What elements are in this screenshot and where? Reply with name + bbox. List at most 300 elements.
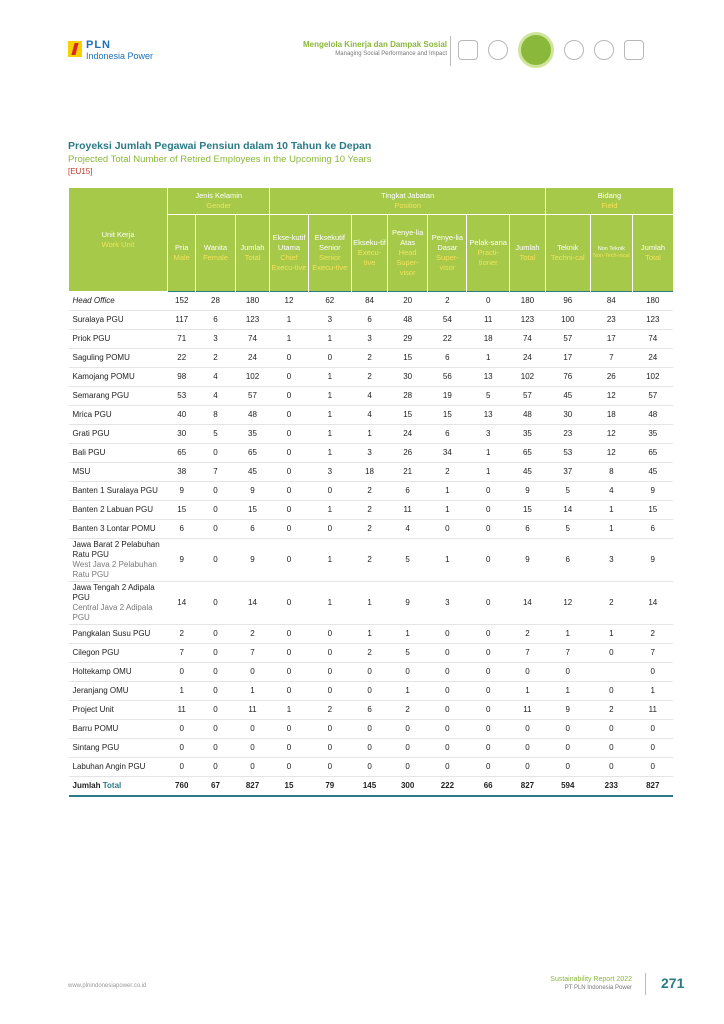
footer-company: PT PLN Indonesia Power: [564, 985, 632, 991]
leaf-shield-icon[interactable]: [594, 40, 614, 60]
value-cell: 0: [270, 387, 308, 406]
footer-divider: [645, 973, 646, 995]
value-cell: 0: [509, 739, 545, 758]
value-cell: 2: [235, 625, 270, 644]
value-cell: 0: [270, 425, 308, 444]
unit-name: Grati PGU: [72, 429, 110, 438]
table-row: [69, 463, 674, 482]
value-cell: 1: [308, 368, 352, 387]
value-cell: 0: [308, 520, 352, 539]
value-cell: 0: [308, 663, 352, 682]
value-cell: 7: [590, 349, 632, 368]
value-cell: 14: [509, 582, 545, 625]
value-cell: 300: [388, 777, 428, 797]
value-cell: 2: [352, 539, 388, 582]
value-cell: 2: [590, 701, 632, 720]
unit-name: Jeranjang OMU: [72, 686, 129, 695]
value-cell: 9: [168, 539, 196, 582]
value-cell: 65: [235, 444, 270, 463]
table-title-id: Proyeksi Jumlah Pegawai Pensiun dalam 10 Tahun ke Depan: [68, 140, 372, 152]
value-cell: 45: [545, 387, 590, 406]
value-cell: 28: [196, 292, 235, 311]
value-cell: 0: [196, 701, 235, 720]
value-cell: 0: [270, 444, 308, 463]
value-cell: 13: [467, 406, 509, 425]
unit-name: Project Unit: [72, 705, 114, 714]
col-header-en: Practi-tioner: [477, 248, 500, 267]
value-cell: 14: [633, 582, 673, 625]
value-cell: 1: [545, 625, 590, 644]
document-icon[interactable]: [458, 40, 478, 60]
value-cell: 24: [235, 349, 270, 368]
value-cell: 0: [270, 463, 308, 482]
table-row: [69, 739, 674, 758]
value-cell: 0: [467, 482, 509, 501]
value-cell: 0: [633, 720, 673, 739]
value-cell: 62: [308, 292, 352, 311]
value-cell: 1: [168, 682, 196, 701]
unit-name: Mrica PGU: [72, 410, 112, 419]
plug-icon[interactable]: [624, 40, 644, 60]
value-cell: 5: [545, 520, 590, 539]
value-cell: 760: [168, 777, 196, 797]
value-cell: 35: [235, 425, 270, 444]
value-cell: 0: [428, 520, 467, 539]
value-cell: 0: [196, 663, 235, 682]
value-cell: 0: [467, 739, 509, 758]
value-cell: 0: [196, 482, 235, 501]
value-cell: 24: [509, 349, 545, 368]
value-cell: 0: [388, 720, 428, 739]
value-cell: 0: [235, 720, 270, 739]
unit-name: Suralaya PGU: [72, 315, 124, 324]
header-divider: [450, 36, 451, 66]
value-cell: 6: [352, 701, 388, 720]
value-cell: 29: [388, 330, 428, 349]
value-cell: 0: [467, 701, 509, 720]
value-cell: 2: [509, 625, 545, 644]
unit-header-id: Unit Kerja: [101, 229, 135, 239]
col-header-en: Total: [244, 253, 261, 262]
value-cell: 1: [235, 682, 270, 701]
value-cell: 4: [352, 387, 388, 406]
unit-name: Holtekamp OMU: [72, 667, 132, 676]
value-cell: 7: [633, 644, 673, 663]
value-cell: 1: [352, 425, 388, 444]
col-header: [545, 215, 590, 292]
value-cell: 0: [270, 720, 308, 739]
hand-care-icon[interactable]: [564, 40, 584, 60]
unit-cell: [69, 368, 168, 387]
value-cell: 74: [235, 330, 270, 349]
value-cell: 102: [633, 368, 673, 387]
value-cell: 48: [509, 406, 545, 425]
table-row: [69, 406, 674, 425]
value-cell: 11: [235, 701, 270, 720]
value-cell: 11: [467, 311, 509, 330]
value-cell: 1: [590, 625, 632, 644]
value-cell: 19: [428, 387, 467, 406]
value-cell: 21: [388, 463, 428, 482]
value-cell: 15: [388, 406, 428, 425]
footer-url[interactable]: www.plnindonesiapower.co.id: [68, 983, 147, 989]
col-header: [509, 215, 545, 292]
value-cell: 0: [428, 682, 467, 701]
value-cell: 233: [590, 777, 632, 797]
value-cell: 0: [308, 625, 352, 644]
value-cell: 0: [545, 758, 590, 777]
value-cell: 2: [352, 520, 388, 539]
value-cell: 0: [590, 739, 632, 758]
value-cell: 2: [352, 644, 388, 663]
value-cell: 6: [388, 482, 428, 501]
value-cell: 0: [467, 720, 509, 739]
value-cell: 0: [270, 758, 308, 777]
value-cell: 0: [388, 758, 428, 777]
value-cell: 71: [168, 330, 196, 349]
value-cell: 180: [509, 292, 545, 311]
unit-name: Kamojang POMU: [72, 372, 135, 381]
value-cell: 0: [509, 758, 545, 777]
value-cell: 22: [168, 349, 196, 368]
table-row: [69, 425, 674, 444]
value-cell: 40: [168, 406, 196, 425]
value-cell: 0: [352, 682, 388, 701]
value-cell: 3: [308, 463, 352, 482]
value-cell: 11: [168, 701, 196, 720]
col-header: [590, 215, 632, 292]
col-header: [428, 215, 467, 292]
value-cell: 827: [235, 777, 270, 797]
unit-name: Jawa Tengah 2 Adipala PGU: [72, 583, 155, 602]
value-cell: 15: [270, 777, 308, 797]
section-icons: [458, 32, 644, 68]
value-cell: 180: [633, 292, 673, 311]
table-row: [69, 368, 674, 387]
value-cell: 0: [467, 582, 509, 625]
unit-cell: [69, 463, 168, 482]
value-cell: 0: [270, 682, 308, 701]
value-cell: 0: [270, 368, 308, 387]
value-cell: 1: [308, 582, 352, 625]
unit-cell: [69, 482, 168, 501]
unit-name-en: West Java 2 Pelabuhan Ratu PGU: [72, 560, 157, 579]
unit-name: Barru POMU: [72, 724, 119, 733]
col-header-id: Penye-lia Dasar: [431, 233, 464, 252]
col-header-en: Chief Execu-tive: [271, 253, 307, 272]
value-cell: 0: [235, 663, 270, 682]
col-header: [352, 215, 388, 292]
logo-name: PLN: [86, 39, 111, 51]
value-cell: 222: [428, 777, 467, 797]
field-header-en: Field: [601, 201, 618, 210]
value-cell: 37: [545, 463, 590, 482]
value-cell: 24: [388, 425, 428, 444]
table-row: [69, 330, 674, 349]
value-cell: 0: [352, 758, 388, 777]
value-cell: 1: [633, 682, 673, 701]
value-cell: 12: [590, 444, 632, 463]
col-header: [168, 215, 196, 292]
value-cell: 1: [590, 501, 632, 520]
value-cell: 14: [545, 501, 590, 520]
value-cell: 4: [590, 482, 632, 501]
col-header-id: Jumlah: [240, 243, 265, 252]
table-row: [69, 758, 674, 777]
value-cell: 123: [235, 311, 270, 330]
unit-cell: [69, 425, 168, 444]
value-cell: 1: [388, 625, 428, 644]
col-header: [270, 215, 308, 292]
unit-name: Pangkalan Susu PGU: [72, 629, 151, 638]
value-cell: 30: [168, 425, 196, 444]
value-cell: 34: [428, 444, 467, 463]
value-cell: 3: [467, 425, 509, 444]
value-cell: 11: [633, 701, 673, 720]
col-header: [388, 215, 428, 292]
value-cell: 1: [428, 482, 467, 501]
value-cell: 13: [467, 368, 509, 387]
col-header-id: Non Teknik: [597, 246, 625, 252]
footer-report-title: Sustainability Report 2022: [550, 976, 632, 983]
col-header-id: Pria: [175, 243, 189, 252]
unit-name: Banten 2 Labuan PGU: [72, 505, 154, 514]
logo-sub: Indonesia Power: [86, 51, 154, 61]
value-cell: 123: [509, 311, 545, 330]
value-cell: 9: [388, 582, 428, 625]
col-header-id: Jumlah: [640, 243, 666, 252]
col-header-en: Female: [202, 253, 228, 262]
position-header-id: Tingkat Jabatan: [381, 191, 435, 200]
col-header-en: Total: [645, 253, 661, 262]
unit-name: Bali PGU: [72, 448, 106, 457]
value-cell: 0: [235, 739, 270, 758]
value-cell: 9: [545, 701, 590, 720]
unit-name: Banten 1 Suralaya PGU: [72, 486, 158, 495]
value-cell: 48: [388, 311, 428, 330]
value-cell: 0: [467, 539, 509, 582]
value-cell: 0: [590, 644, 632, 663]
unit-cell: [69, 539, 168, 582]
value-cell: 0: [467, 625, 509, 644]
value-cell: 4: [196, 387, 235, 406]
value-cell: 2: [590, 582, 632, 625]
footer-report: [550, 976, 632, 991]
value-cell: 7: [235, 644, 270, 663]
value-cell: 0: [633, 739, 673, 758]
value-cell: 18: [467, 330, 509, 349]
value-cell: 57: [545, 330, 590, 349]
value-cell: 15: [428, 406, 467, 425]
table-row: [69, 311, 674, 330]
table-row: [69, 682, 674, 701]
section-title: Mengelola Kinerja dan Dampak Sosial: [302, 40, 447, 49]
value-cell: 3: [428, 582, 467, 625]
value-cell: 7: [545, 644, 590, 663]
col-header: [467, 215, 509, 292]
value-cell: 3: [352, 330, 388, 349]
value-cell: 18: [352, 463, 388, 482]
table-row: [69, 582, 674, 625]
value-cell: 66: [467, 777, 509, 797]
value-cell: 2: [428, 463, 467, 482]
value-cell: 6: [235, 520, 270, 539]
value-cell: 1: [308, 501, 352, 520]
group-field-header: [545, 188, 673, 215]
value-cell: 5: [467, 387, 509, 406]
value-cell: 0: [270, 582, 308, 625]
value-cell: 57: [235, 387, 270, 406]
group-gender-header: [168, 188, 270, 215]
table-row: [69, 720, 674, 739]
col-header-id: Eksekutif Senior: [314, 233, 346, 252]
value-cell: 0: [270, 501, 308, 520]
table-row: [69, 444, 674, 463]
unit-name: Banten 3 Lontar POMU: [72, 524, 156, 533]
table-body: [69, 292, 674, 797]
pln-logo: [68, 40, 153, 62]
value-cell: 1: [308, 406, 352, 425]
value-cell: 0: [467, 663, 509, 682]
col-header-en: Senior Execu-tive: [312, 253, 348, 272]
value-cell: 1: [590, 520, 632, 539]
value-cell: 0: [196, 539, 235, 582]
value-cell: 5: [545, 482, 590, 501]
table-row: [69, 501, 674, 520]
value-cell: 35: [633, 425, 673, 444]
value-cell: 0: [270, 482, 308, 501]
value-cell: 15: [235, 501, 270, 520]
gender-header-id: Jenis Kelamin: [195, 191, 243, 200]
unit-cell: [69, 349, 168, 368]
gear-icon[interactable]: [488, 40, 508, 60]
value-cell: 2: [352, 368, 388, 387]
value-cell: 22: [428, 330, 467, 349]
unit-cell: [69, 387, 168, 406]
value-cell: 12: [590, 387, 632, 406]
value-cell: 2: [352, 482, 388, 501]
value-cell: 0: [509, 720, 545, 739]
value-cell: 152: [168, 292, 196, 311]
unit-name: Jumlah: [72, 781, 101, 790]
col-header: [633, 215, 673, 292]
value-cell: 1: [308, 425, 352, 444]
value-cell: 0: [545, 739, 590, 758]
value-cell: 827: [633, 777, 673, 797]
value-cell: 1: [270, 311, 308, 330]
value-cell: 67: [196, 777, 235, 797]
value-cell: 0: [308, 720, 352, 739]
col-header-en: Super-visor: [436, 253, 459, 272]
value-cell: 6: [428, 349, 467, 368]
value-cell: 2: [388, 701, 428, 720]
value-cell: 14: [235, 582, 270, 625]
value-cell: 0: [308, 349, 352, 368]
value-cell: 0: [428, 720, 467, 739]
unit-cell: [69, 292, 168, 311]
value-cell: 100: [545, 311, 590, 330]
value-cell: [590, 663, 632, 682]
value-cell: 0: [352, 663, 388, 682]
value-cell: 96: [545, 292, 590, 311]
value-cell: 0: [467, 520, 509, 539]
value-cell: 0: [270, 539, 308, 582]
col-header-id: Ekse-kutif Utama: [272, 233, 306, 252]
value-cell: 3: [196, 330, 235, 349]
value-cell: 1: [308, 444, 352, 463]
value-cell: 0: [168, 663, 196, 682]
social-impact-icon[interactable]: [518, 32, 554, 68]
value-cell: 1: [352, 625, 388, 644]
table-row: [69, 482, 674, 501]
unit-cell: [69, 682, 168, 701]
unit-cell: [69, 701, 168, 720]
unit-cell: [69, 663, 168, 682]
unit-header-en: Work Unit: [101, 239, 135, 249]
value-cell: 20: [388, 292, 428, 311]
value-cell: 117: [168, 311, 196, 330]
value-cell: 0: [388, 739, 428, 758]
table-row: [69, 701, 674, 720]
value-cell: 2: [352, 501, 388, 520]
value-cell: 0: [270, 349, 308, 368]
value-cell: 0: [467, 501, 509, 520]
col-header-en: Male: [173, 253, 190, 262]
col-header-id: Penye-lia Atas: [392, 228, 424, 247]
value-cell: 0: [196, 682, 235, 701]
value-cell: 0: [196, 625, 235, 644]
col-header-en: Total: [519, 253, 536, 262]
value-cell: 0: [168, 720, 196, 739]
value-cell: 38: [168, 463, 196, 482]
value-cell: 0: [270, 663, 308, 682]
col-header-en: Execu-tive: [357, 248, 382, 267]
value-cell: 84: [352, 292, 388, 311]
unit-name: Jawa Barat 2 Pelabuhan Ratu PGU: [72, 540, 160, 559]
value-cell: 8: [196, 406, 235, 425]
table-row: [69, 663, 674, 682]
value-cell: 23: [545, 425, 590, 444]
value-cell: 11: [509, 701, 545, 720]
value-cell: 26: [590, 368, 632, 387]
gender-header-en: Gender: [206, 201, 232, 210]
value-cell: 45: [235, 463, 270, 482]
value-cell: 2: [196, 349, 235, 368]
value-cell: 2: [352, 349, 388, 368]
value-cell: 1: [545, 682, 590, 701]
value-cell: 9: [509, 482, 545, 501]
value-cell: 0: [196, 444, 235, 463]
value-cell: 0: [196, 720, 235, 739]
value-cell: 0: [270, 406, 308, 425]
value-cell: 1: [308, 387, 352, 406]
value-cell: 0: [168, 758, 196, 777]
value-cell: 0: [308, 682, 352, 701]
value-cell: 0: [235, 758, 270, 777]
value-cell: 15: [168, 501, 196, 520]
unit-cell: [69, 582, 168, 625]
value-cell: 14: [168, 582, 196, 625]
value-cell: 0: [428, 663, 467, 682]
value-cell: 0: [270, 644, 308, 663]
value-cell: 0: [196, 644, 235, 663]
value-cell: 102: [509, 368, 545, 387]
value-cell: 1: [467, 444, 509, 463]
value-cell: 1: [467, 349, 509, 368]
lightning-icon: [68, 41, 82, 57]
value-cell: 1: [270, 330, 308, 349]
value-cell: 3: [308, 311, 352, 330]
